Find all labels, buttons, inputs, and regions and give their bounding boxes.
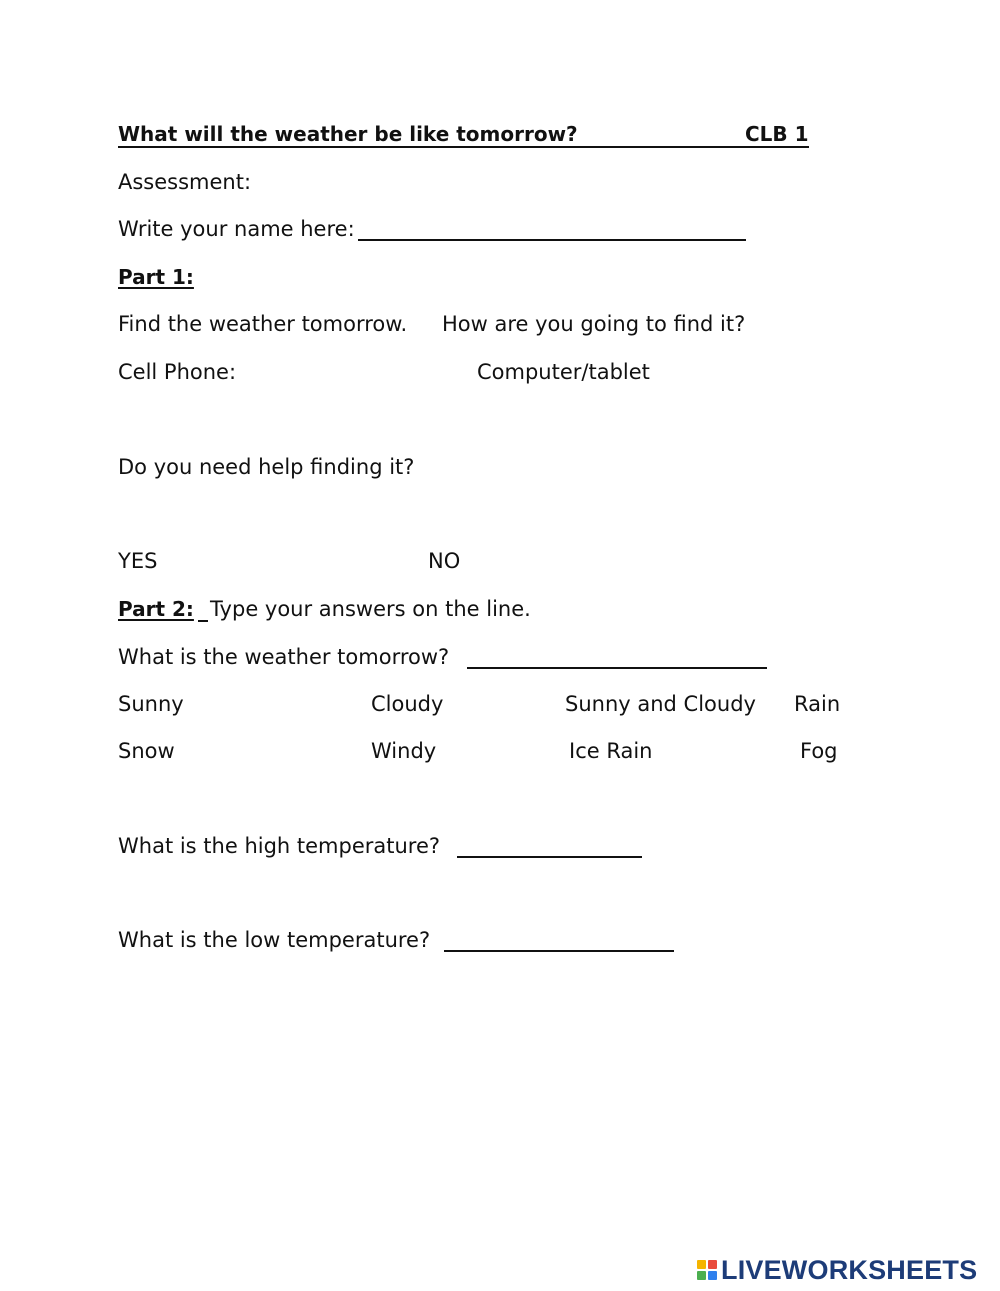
name-line [358,239,746,241]
assessment-label: Assessment: [118,170,252,194]
title-underline [118,146,809,148]
liveworksheets-logo [697,1257,977,1283]
weather-question: What is the weather tomorrow? [118,645,450,669]
weather-option-sunny-and-cloudy: Sunny and Cloudy [565,692,756,716]
weather-option-rain: Rain [794,692,841,716]
logo-block [708,1271,717,1280]
level-label: CLB 1 [745,122,809,146]
low-temp-line [444,950,674,952]
name-prompt: Write your name here: [118,217,355,241]
high-temp-line [457,856,642,858]
help-question: Do you need help finding it? [118,455,415,479]
low-temp-question: What is the low temperature? [118,928,431,952]
how-question: How are you going to find it? [442,312,746,336]
logo-text: LIVEWORKSHEETS [721,1255,978,1285]
part2-heading: Part 2: [118,597,194,621]
weather-option-cloudy: Cloudy [371,692,444,716]
logo-block [697,1271,706,1280]
option-cell-phone[interactable]: Cell Phone: [118,360,237,384]
low-temp-input[interactable] [444,926,680,950]
worksheet-title: What will the weather be like tomorrow? [118,122,578,146]
part2-instruction: Type your answers on the line. [210,597,531,621]
part1-heading: Part 1: [118,265,194,289]
weather-option-windy: Windy [371,739,437,763]
find-prompt: Find the weather tomorrow. [118,312,408,336]
logo-block [708,1260,717,1269]
weather-option-fog: Fog [800,739,838,763]
logo-block [697,1260,706,1269]
name-input[interactable] [358,215,752,239]
high-temp-question: What is the high temperature? [118,834,441,858]
weather-option-sunny: Sunny [118,692,184,716]
weather-line [467,667,767,669]
option-computer-tablet[interactable]: Computer/tablet [477,360,650,384]
high-temp-input[interactable] [457,832,648,856]
weather-option-ice-rain: Ice Rain [569,739,653,763]
option-yes[interactable]: YES [118,549,158,573]
logo-blocks-icon [697,1260,717,1280]
option-no[interactable]: NO [428,549,461,573]
weather-input[interactable] [467,643,773,667]
weather-option-snow: Snow [118,739,175,763]
part2-heading-underline-ext [198,620,208,622]
